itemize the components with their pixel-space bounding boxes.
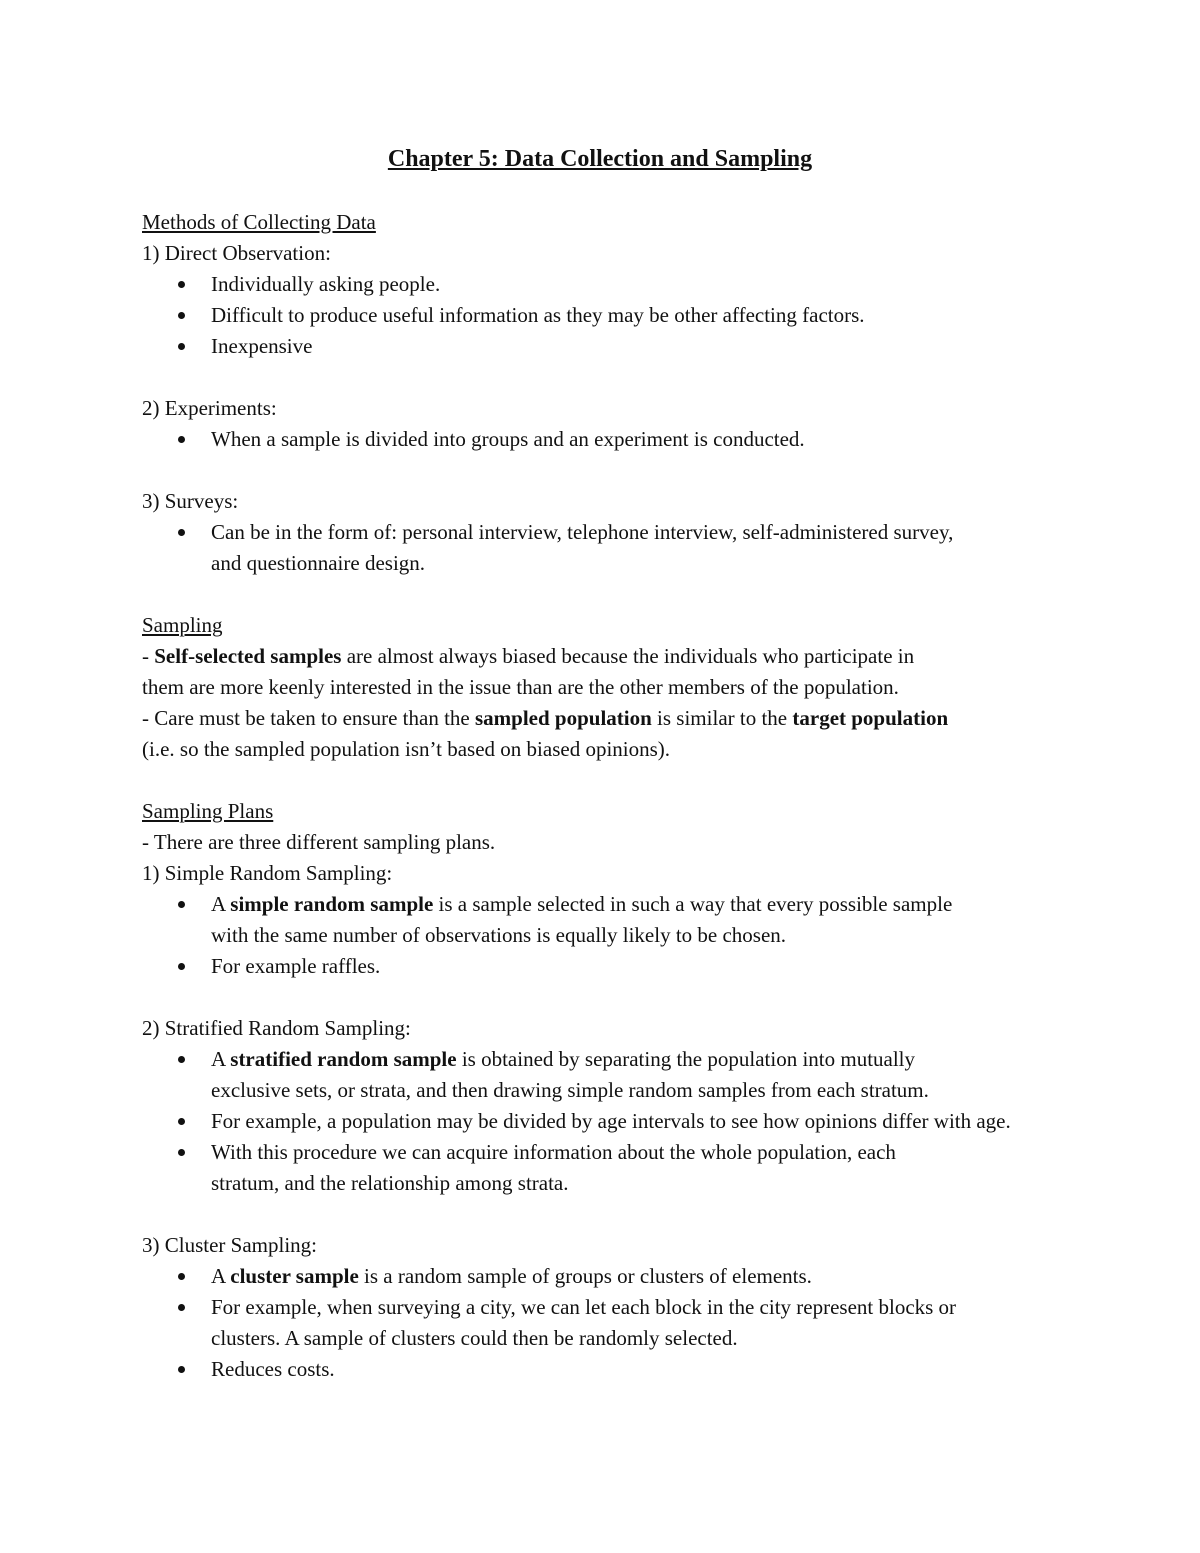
list-item	[142, 1137, 1142, 1199]
stratified-random-list	[142, 1044, 1142, 1199]
list-item: Inexpensive	[142, 331, 1142, 362]
term-stratified-random-sample: stratified random sample	[230, 1047, 457, 1071]
list-item: Difficult to produce useful information as they may be other affecting factors.	[142, 300, 1142, 331]
definition-text: is a random sample of groups or clusters of elements.	[358, 1264, 812, 1288]
term-self-selected-samples: Self-selected samples	[154, 644, 342, 668]
cluster-bullet-2-line-1: For example, when surveying a city, we can let each block in the city represent blocks or	[211, 1295, 957, 1319]
direct-observation-list	[142, 269, 1142, 362]
list-item	[142, 1044, 1142, 1106]
stratified-bullet-3-line-1: With this procedure we can acquire information about the whole population, each	[211, 1140, 896, 1164]
list-item	[142, 517, 1142, 579]
sampling-plans-intro: - There are three different sampling plans.	[142, 830, 496, 854]
methods-heading: Methods of Collecting Data	[142, 210, 376, 234]
term-cluster-sample: cluster sample	[230, 1264, 359, 1288]
term-simple-random-sample: simple random sample	[230, 892, 434, 916]
list-item	[142, 1261, 1142, 1292]
article: A	[211, 892, 231, 916]
document-body	[142, 207, 1142, 1385]
definition-text: is obtained by separating the population into mutually	[456, 1047, 916, 1071]
list-item: When a sample is divided into groups and an experiment is conducted.	[142, 424, 1142, 455]
sampling-p2-prefix: - Care must be taken to ensure than the	[142, 706, 475, 730]
simple-random-bullet-line-1	[211, 889, 1142, 920]
simple-random-list	[142, 889, 1142, 982]
stratified-bullet-line-2: exclusive sets, or strata, and then drawing simple random samples from each stratum.	[211, 1078, 929, 1102]
cluster-bullet-2-line-2: clusters. A sample of clusters could then be randomly selected.	[211, 1326, 738, 1350]
list-item: For example raffles.	[142, 951, 1142, 982]
surveys-list	[142, 517, 1142, 579]
sampling-paragraph-2-line-2: (i.e. so the sampled population isn’t based on biased opinions).	[142, 737, 671, 761]
experiments-list	[142, 424, 1142, 455]
surveys-bullet-line-2: and questionnaire design.	[211, 551, 426, 575]
term-sampled-population: sampled population	[474, 706, 652, 730]
sampling-paragraph-1-line-2: them are more keenly interested in the issue than are the other members of the population.	[142, 675, 899, 699]
sampling-paragraph-1	[142, 641, 1142, 672]
list-item: Individually asking people.	[142, 269, 1142, 300]
list-item	[142, 889, 1142, 951]
stratified-bullet-line-1	[211, 1044, 1142, 1075]
sampling-heading: Sampling	[142, 613, 223, 637]
list-item: Reduces costs.	[142, 1354, 1142, 1385]
page-title: Chapter 5: Data Collection and Sampling	[387, 146, 813, 172]
cluster-sampling-label: 3) Cluster Sampling:	[142, 1233, 317, 1257]
definition-text: is a sample selected in such a way that every possible sample	[433, 892, 953, 916]
surveys-label: 3) Surveys:	[142, 489, 239, 513]
list-item: For example, a population may be divided by age intervals to see how opinions differ with age.	[142, 1106, 1142, 1137]
cluster-sampling-list	[142, 1261, 1142, 1385]
simple-random-label: 1) Simple Random Sampling:	[142, 861, 393, 885]
article: A	[211, 1264, 231, 1288]
sampling-paragraph-2	[142, 703, 1142, 734]
article: A	[211, 1047, 231, 1071]
stratified-random-label: 2) Stratified Random Sampling:	[142, 1016, 411, 1040]
direct-observation-label: 1) Direct Observation:	[142, 241, 331, 265]
term-target-population: target population	[792, 706, 949, 730]
sampling-plans-heading: Sampling Plans	[142, 799, 274, 823]
simple-random-bullet-line-2: with the same number of observations is equally likely to be chosen.	[211, 923, 787, 947]
surveys-bullet-line-1: Can be in the form of: personal interview, telephone interview, self-administered survey,	[211, 520, 954, 544]
experiments-label: 2) Experiments:	[142, 396, 277, 420]
sampling-p1-text: are almost always biased because the individuals who participate in	[341, 644, 915, 668]
list-item	[142, 1292, 1142, 1354]
stratified-bullet-3-line-2: stratum, and the relationship among strata.	[211, 1171, 569, 1195]
sampling-p2-mid: is similar to the	[651, 706, 793, 730]
dash-prefix: -	[142, 644, 155, 668]
